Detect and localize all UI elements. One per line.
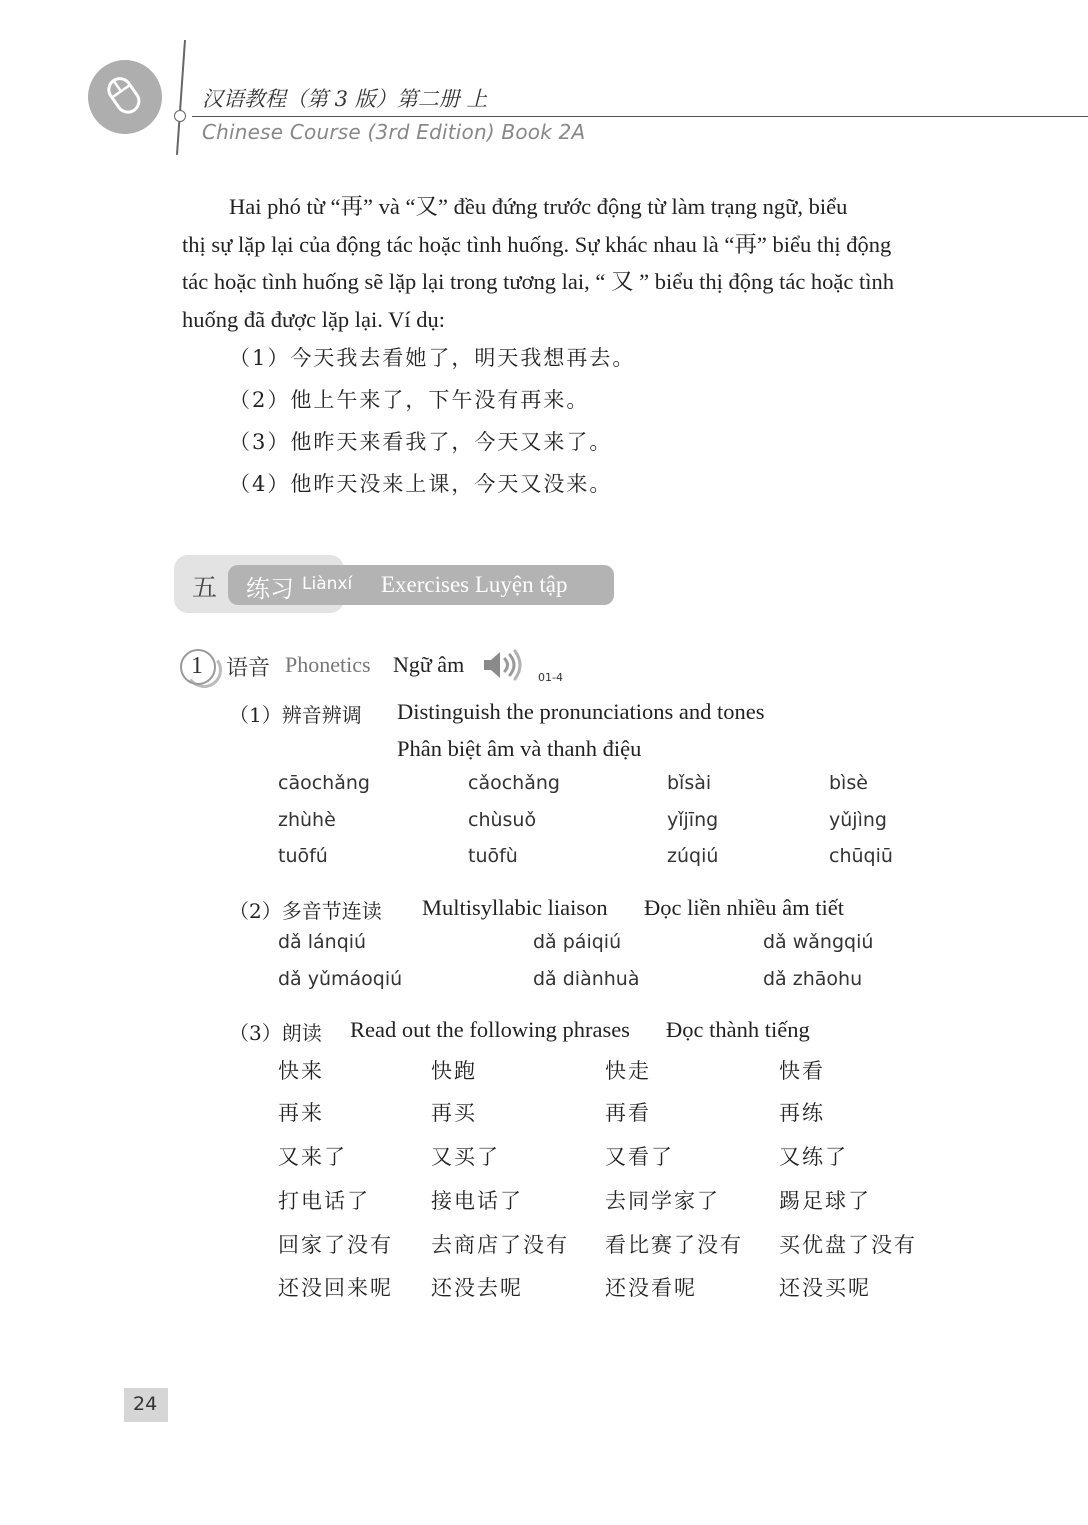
phrase-item: 接电话了 [431,1189,523,1213]
pinyin-phrase: dǎ diànhuà [533,968,640,990]
phrase-item: 踢足球了 [779,1189,871,1213]
pinyin-phrase: dǎ yǔmáoqiú [278,968,403,990]
example-sentence: （2）他上午来了，下午没有再来。 [229,388,590,412]
part1-title-en: Distinguish the pronunciations and tones [397,699,765,724]
phrase-item: 看比赛了没有 [605,1233,743,1257]
phrase-item: 再来 [278,1101,324,1125]
part3-label: （3）朗读 [229,1021,322,1045]
subsection-number [180,649,216,685]
section-title-cn: 练习 [246,575,294,603]
example-sentence: （1）今天我去看她了，明天我想再去。 [229,346,636,370]
phrase-item: 再练 [779,1101,825,1125]
phrase-item: 再买 [431,1101,477,1125]
phrase-item: 快看 [779,1059,825,1083]
pinyin-item: cāochǎng [278,772,370,794]
pinyin-item: zúqiú [667,845,719,867]
pinyin-item: yǔjìng [829,809,887,831]
pinyin-item: bǐsài [667,772,712,794]
phrase-item: 又买了 [431,1145,500,1169]
phrase-item: 买优盘了没有 [779,1233,917,1257]
header-divider [176,40,186,155]
phrase-item: 还没看呢 [605,1276,697,1300]
phrase-item: 再看 [605,1101,651,1125]
phrase-item: 打电话了 [278,1189,370,1213]
book-title-en: Chinese Course (3rd Edition) Book 2A [202,120,586,144]
speaker-icon[interactable] [482,648,526,686]
pinyin-phrase: dǎ zhāohu [763,968,863,990]
phrase-item: 回家了没有 [278,1233,393,1257]
grammar-explanation [182,188,952,338]
pinyin-item: bìsè [829,772,868,794]
pinyin-item: zhùhè [278,809,336,831]
part3-heading [229,1017,322,1046]
subsection-title-en: Phonetics [285,652,371,677]
pinyin-item: chūqiū [829,845,893,867]
part1-heading [229,699,362,728]
phrase-item: 又练了 [779,1145,848,1169]
explanation-line: thị sự lặp lại của động tác hoặc tình huống. Sự khác nhau là “再” biểu thị động [182,231,892,257]
mouse-logo-icon [88,60,162,134]
pinyin-phrase: dǎ páiqiú [533,931,622,953]
book-title-cn: 汉语教程（第 3 版）第二册 上 [202,87,488,111]
pinyin-item: tuōfú [278,845,328,867]
part3-title-vi: Đọc thành tiếng [666,1017,810,1042]
explanation-line: huống đã được lặp lại. Ví dụ: [182,306,446,332]
phrase-item: 还没去呢 [431,1276,523,1300]
section-number: 五 [192,573,218,602]
pinyin-phrase: dǎ wǎngqiú [763,931,874,953]
phrase-item: 快跑 [431,1059,477,1083]
phrase-item: 去同学家了 [605,1189,720,1213]
phrase-item: 快来 [278,1059,324,1083]
phrase-item: 又看了 [605,1145,674,1169]
pinyin-item: yǐjīng [667,809,719,831]
subsection-title-cn: 语音 [226,656,271,681]
phrase-item: 去商店了没有 [431,1233,569,1257]
example-sentence: （3）他昨天来看我了，今天又来了。 [229,430,613,454]
part2-heading [229,895,382,924]
pinyin-item: tuōfù [468,845,518,867]
part1-label: （1）辨音辨调 [229,703,362,727]
section-title-pinyin: Liànxí [302,574,353,594]
explanation-line: Hai phó từ “再” và “又” đều đứng trước động từ làm trạng ngữ, biểu [229,194,848,219]
phrase-item: 快走 [605,1059,651,1083]
phrase-item: 还没买呢 [779,1276,871,1300]
subsection-title-vi: Ngữ âm [393,652,465,677]
pinyin-item: chùsuǒ [468,809,537,831]
part2-title-vi: Đọc liền nhiều âm tiết [644,895,844,920]
page-number-box [124,1388,168,1422]
pinyin-item: cǎochǎng [468,772,560,794]
pinyin-phrase: dǎ lánqiú [278,931,367,953]
subsection-number-text: 1 [191,653,203,679]
part2-title-en: Multisyllabic liaison [422,895,608,920]
header-rule-dot [174,110,186,122]
part2-label: （2）多音节连读 [229,899,382,923]
phrase-item: 又来了 [278,1145,347,1169]
section-title-en-vi: Exercises Luyện tập [381,572,568,597]
part3-title-en: Read out the following phrases [350,1017,630,1042]
page-number: 24 [133,1393,158,1415]
part1-title-vi: Phân biệt âm và thanh điệu [397,736,642,761]
phrase-item: 还没回来呢 [278,1276,393,1300]
audio-track-number: 01-4 [538,671,563,684]
explanation-line: tác hoặc tình huống sẽ lặp lại trong tương lai, “ 又 ” biểu thị động tác hoặc tình [182,269,895,294]
example-sentence: （4）他昨天没来上课，今天又没来。 [229,472,613,496]
header-rule [192,116,1088,117]
